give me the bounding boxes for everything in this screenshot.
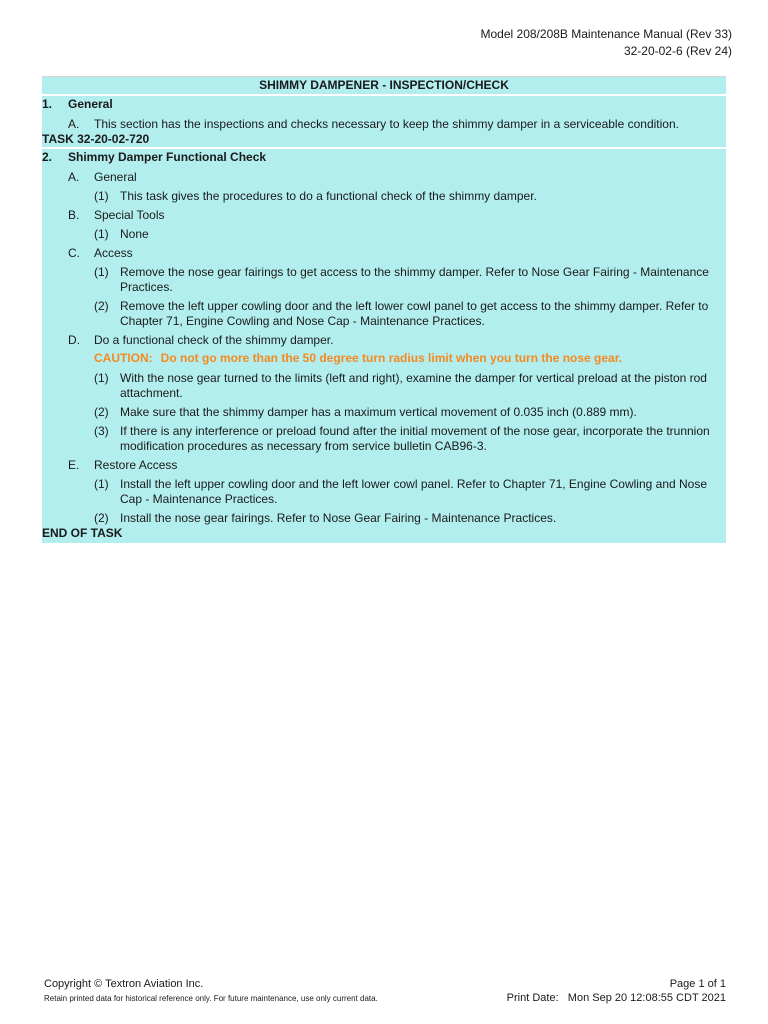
subsection-special-tools: B. Special Tools: [68, 208, 165, 222]
page-number: Page 1 of 1: [669, 978, 726, 990]
section-title: General: [68, 97, 113, 111]
list-item: (1) This task gives the procedures to do a functional check of the shimmy damper.: [94, 189, 537, 203]
list-item: (2) Make sure that the shimmy damper has a maximum vertical movement of 0.035 inch (0.889 mm).: [94, 405, 637, 419]
page-title: SHIMMY DAMPENER - INSPECTION/CHECK: [42, 76, 726, 94]
document-body: [42, 76, 726, 543]
subsection-general: A. General: [68, 170, 137, 184]
list-item: (2) Remove the left upper cowling door and the left lower cowl panel to get access to the shimmy damper. Refer to Chapter 71, Engine Cowling and Nose Cap - Maintenance Practices.: [94, 299, 709, 328]
caution-note: [42, 350, 726, 367]
section-title: Shimmy Damper Functional Check: [68, 150, 267, 164]
print-date: Print Date: Mon Sep 20 12:08:55 CDT 2021: [506, 992, 726, 1004]
list-item: (1) Remove the nose gear fairings to get access to the shimmy damper. Refer to Nose Gear Fairing - Maintenance Practices.: [94, 265, 709, 294]
task-number: TASK 32-20-02-720: [42, 132, 150, 146]
list-item: A. This section has the inspections and checks necessary to keep the shimmy damper in a serviceable condition.: [68, 117, 679, 131]
subsection-functional-check: D. Do a functional check of the shimmy damper.: [68, 333, 334, 347]
caution-label: CAUTION:: [94, 351, 153, 365]
retention-note: Retain printed data for historical reference only. For future maintenance, use only current data.: [44, 994, 378, 1003]
section-number: 2.: [42, 150, 53, 164]
copyright: Copyright © Textron Aviation Inc.: [44, 978, 204, 990]
manual-title: Model 208/208B Maintenance Manual (Rev 33): [480, 27, 732, 41]
list-item: (1) None: [94, 227, 149, 241]
list-item: (1) With the nose gear turned to the limits (left and right), examine the damper for vertical preload at the piston rod attachment.: [94, 371, 707, 400]
caution-text: Do not go more than the 50 degree turn radius limit when you turn the nose gear.: [160, 351, 623, 365]
section-functional-check: [42, 149, 726, 543]
end-of-task: END OF TASK: [42, 526, 123, 540]
section-general: [42, 96, 726, 147]
list-item: (3) If there is any interference or preload found after the initial movement of the nose gear, incorporate the trunnion modification procedures as necessary from service bulletin CAB96-3.: [94, 424, 710, 453]
document-header: [481, 26, 732, 60]
subsection-restore-access: E. Restore Access: [68, 458, 178, 472]
manual-reference: 32-20-02-6 (Rev 24): [623, 44, 732, 58]
subsection-access: C. Access: [68, 246, 133, 260]
list-item: (2) Install the nose gear fairings. Refer to Nose Gear Fairing - Maintenance Practices.: [94, 511, 557, 525]
section-number: 1.: [42, 97, 53, 111]
list-item: (1) Install the left upper cowling door and the left lower cowl panel. Refer to Chapter 71, Engine Cowling and Nose Cap - Maintenance Practices.: [94, 477, 708, 506]
